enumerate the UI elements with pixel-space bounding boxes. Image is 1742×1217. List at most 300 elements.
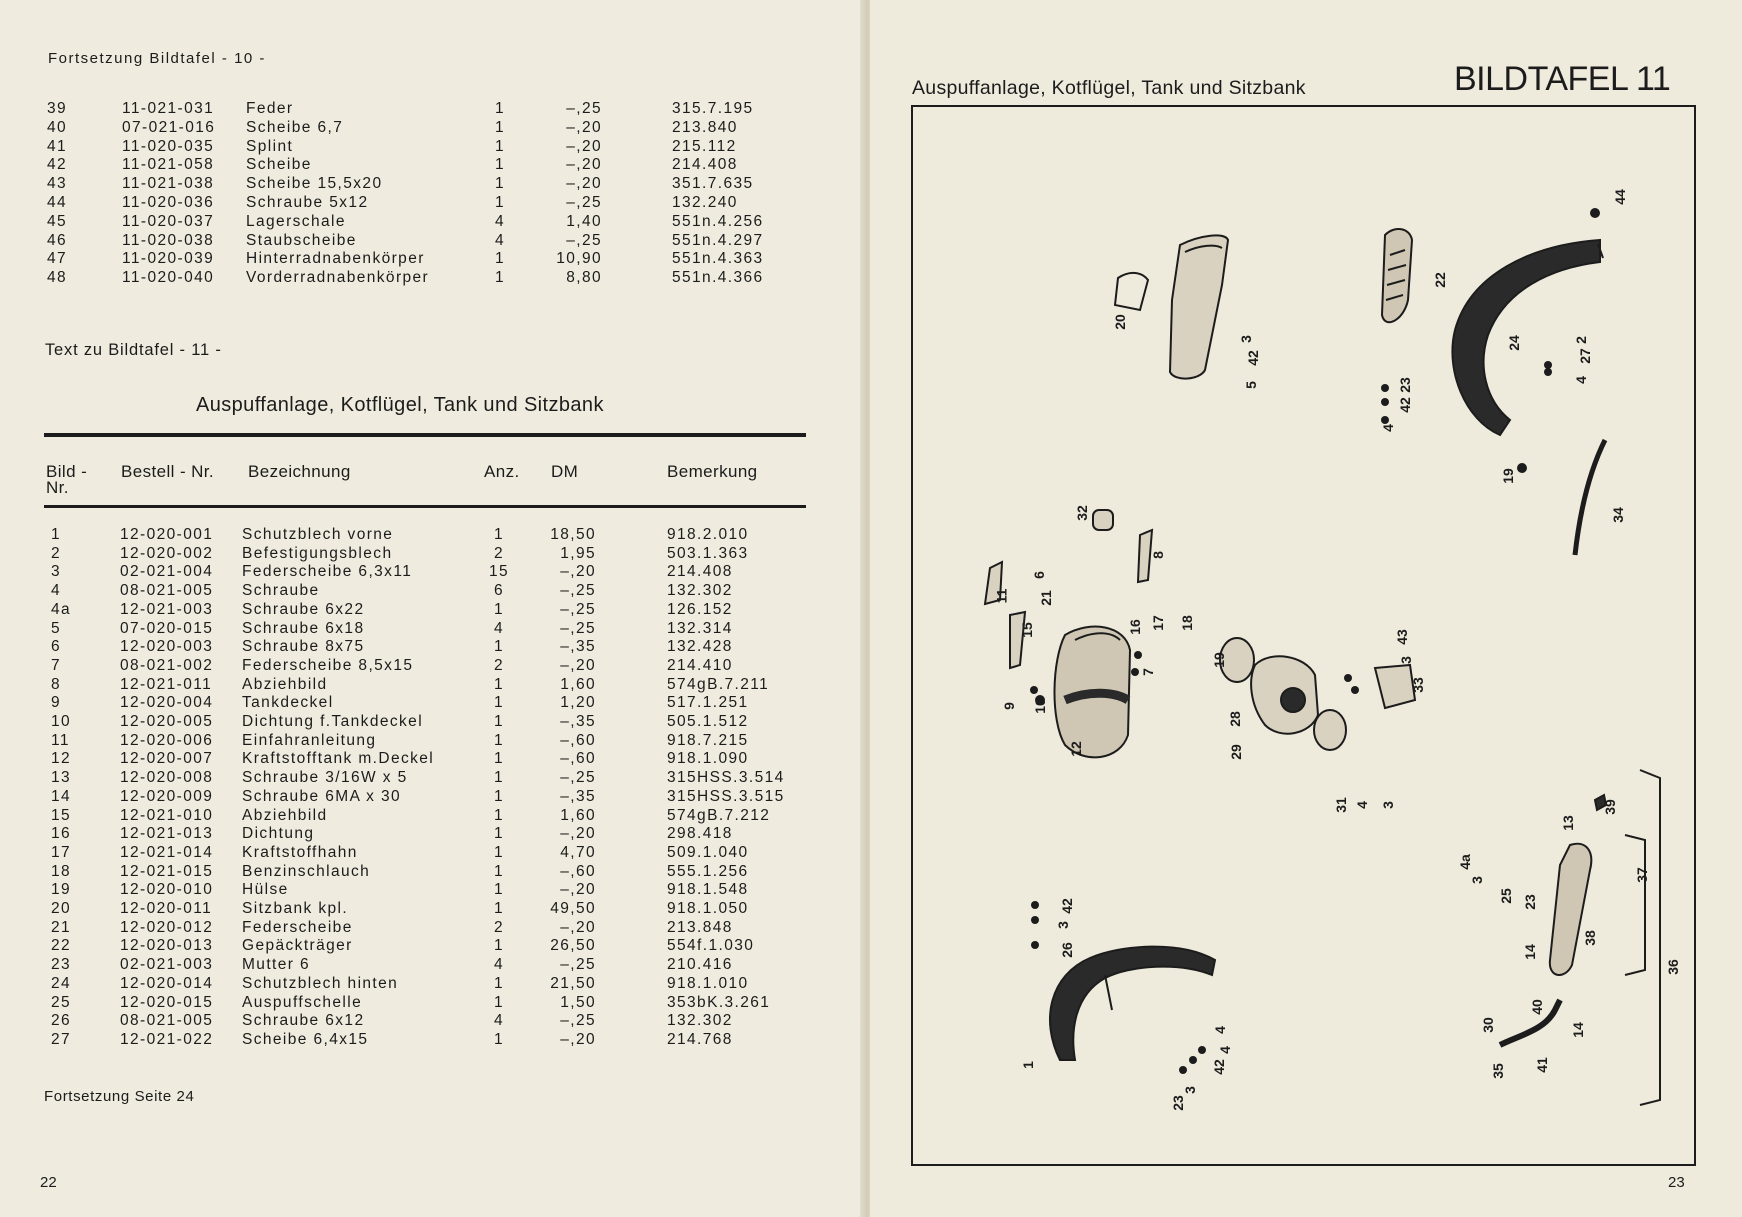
callout-number: 44 bbox=[1611, 189, 1628, 205]
callout-number: 27 bbox=[1576, 348, 1593, 364]
cell-nr: 40 bbox=[47, 118, 68, 136]
callout-number: 23 bbox=[1169, 1095, 1186, 1111]
cell-nr: 15 bbox=[51, 806, 72, 824]
cell-nr: 47 bbox=[47, 250, 68, 268]
cell-nr: 4a bbox=[51, 600, 72, 618]
cell-bm: 214.768 bbox=[667, 1030, 733, 1048]
callout-number: 25 bbox=[1497, 888, 1514, 904]
cell-bz: Federscheibe bbox=[242, 918, 353, 936]
cell-bm: 551n.4.366 bbox=[672, 269, 764, 287]
cell-nr: 11 bbox=[51, 731, 70, 749]
cell-bz: Einfahranleitung bbox=[242, 731, 377, 749]
cell-bn: 12-020-013 bbox=[120, 937, 214, 955]
plate-title: BILDTAFEL 11 bbox=[1454, 60, 1671, 98]
cell-bn: 12-020-010 bbox=[120, 881, 214, 899]
callout-number: 30 bbox=[1479, 1017, 1496, 1033]
cell-an: 1 bbox=[493, 787, 505, 805]
cell-bm: 574gB.7.211 bbox=[667, 675, 770, 693]
cell-bm: 918.1.050 bbox=[667, 900, 749, 917]
cell-nr: 24 bbox=[51, 974, 72, 992]
callout-number: 35 bbox=[1489, 1063, 1506, 1079]
cell-an: 1 bbox=[493, 731, 505, 749]
cell-bz: Feder bbox=[246, 100, 294, 117]
cell-dm: 26,50 bbox=[550, 937, 596, 955]
cell-dm: –,60 bbox=[560, 750, 596, 768]
cell-dm: –,25 bbox=[560, 619, 596, 637]
cell-bn: 11-021-038 bbox=[122, 175, 215, 193]
seat-part bbox=[1115, 235, 1228, 378]
cell-dm: –,35 bbox=[560, 638, 596, 656]
cell-nr: 44 bbox=[47, 194, 68, 211]
cell-dm: –,25 bbox=[560, 1012, 596, 1030]
cell-nr: 27 bbox=[51, 1030, 72, 1048]
decal-15-part bbox=[1010, 612, 1025, 668]
cell-bm: 132.302 bbox=[667, 1012, 733, 1030]
cell-an: 4 bbox=[493, 619, 505, 637]
cell-bn: 12-020-007 bbox=[120, 750, 214, 768]
group-bracket-37 bbox=[1625, 835, 1645, 975]
cell-bn: 08-021-005 bbox=[120, 582, 214, 600]
cell-nr: 48 bbox=[47, 269, 68, 287]
callout-number: 20 bbox=[1111, 314, 1128, 330]
cell-dm: –,60 bbox=[560, 731, 596, 749]
cell-an: 1 bbox=[493, 937, 505, 955]
cell-bz: Schraube 8x75 bbox=[242, 638, 365, 656]
cell-bm: 503.1.363 bbox=[667, 544, 749, 562]
cell-bn: 12-021-015 bbox=[120, 862, 214, 880]
cell-an: 2 bbox=[493, 656, 505, 674]
col-dm: DM bbox=[551, 462, 579, 481]
callout-number: 3 bbox=[1397, 656, 1414, 664]
cell-an: 1 bbox=[493, 881, 505, 899]
cell-bm: 551n.4.363 bbox=[672, 250, 764, 268]
callout-number: 3 bbox=[1379, 801, 1396, 809]
callout-number: 4 bbox=[1216, 1046, 1233, 1054]
callout-number: 9 bbox=[1000, 702, 1017, 710]
cell-dm: –,20 bbox=[566, 137, 602, 155]
headlight-housing-part bbox=[1251, 656, 1318, 733]
cell-bz: Sitzbank kpl. bbox=[242, 900, 349, 917]
callout-number: 4a bbox=[1456, 854, 1473, 870]
callout-number: 22 bbox=[1431, 272, 1448, 288]
cell-an: 1 bbox=[493, 769, 505, 787]
cell-bz: Abziehbild bbox=[242, 675, 328, 693]
cell-bn: 11-020-039 bbox=[122, 250, 215, 268]
callout-number: 4 bbox=[1353, 801, 1370, 809]
cell-dm: –,20 bbox=[560, 656, 596, 674]
cell-an: 4 bbox=[493, 1012, 505, 1030]
callout-number: 43 bbox=[1393, 629, 1410, 645]
cell-bz: Schraube 6x22 bbox=[242, 600, 365, 618]
cell-bz: Schraube bbox=[242, 582, 320, 600]
cell-an: 1 bbox=[493, 750, 505, 768]
col-bild-nr: Nr. bbox=[46, 478, 69, 497]
cell-nr: 25 bbox=[51, 993, 72, 1011]
cell-an: 1 bbox=[493, 526, 505, 543]
cell-an: 4 bbox=[494, 231, 506, 249]
cell-bz: Splint bbox=[246, 137, 294, 155]
cell-an: 1 bbox=[493, 825, 505, 843]
cell-an: 6 bbox=[493, 582, 505, 600]
text-label: Text zu Bildtafel - 11 - bbox=[45, 341, 222, 359]
cell-an: 1 bbox=[493, 675, 505, 693]
cell-an: 1 bbox=[494, 194, 506, 211]
callout-number: 3 bbox=[1468, 876, 1485, 884]
cell-bz: Scheibe 15,5x20 bbox=[246, 175, 383, 193]
cell-bm: 918.2.010 bbox=[667, 526, 749, 543]
callout-number: 15 bbox=[1018, 622, 1035, 638]
callout-number: 10 bbox=[1031, 698, 1048, 714]
cell-bn: 07-020-015 bbox=[120, 619, 214, 637]
trim-strip-part bbox=[1575, 440, 1605, 555]
callout-number: 2 bbox=[1572, 336, 1589, 344]
luggage-carrier-part bbox=[1382, 229, 1412, 322]
cell-bm: 214.408 bbox=[672, 156, 738, 174]
cell-nr: 20 bbox=[51, 900, 72, 917]
cell-bz: Lagerschale bbox=[246, 212, 346, 230]
cell-bn: 08-021-002 bbox=[120, 656, 214, 674]
cell-bz: Schutzblech vorne bbox=[242, 526, 394, 543]
cell-nr: 42 bbox=[47, 156, 68, 174]
cell-bm: 551n.4.297 bbox=[672, 231, 764, 249]
cell-an: 1 bbox=[494, 137, 506, 155]
callout-number: 5 bbox=[1242, 381, 1259, 389]
cell-bz: Schraube 6x12 bbox=[242, 1012, 365, 1030]
cell-nr: 4 bbox=[51, 582, 62, 600]
cell-bn: 12-020-003 bbox=[120, 638, 214, 656]
cell-bm: 132.314 bbox=[667, 619, 733, 637]
cell-dm: –,20 bbox=[566, 175, 602, 193]
cell-nr: 3 bbox=[51, 563, 62, 581]
cell-dm: –,25 bbox=[560, 769, 596, 787]
cell-dm: 18,50 bbox=[550, 526, 596, 543]
cell-nr: 17 bbox=[51, 843, 72, 861]
footer-note: Fortsetzung Seite 24 bbox=[44, 1088, 195, 1105]
cell-an: 2 bbox=[493, 544, 505, 562]
cell-bz: Federscheibe 6,3x11 bbox=[242, 563, 413, 581]
cell-bz: Scheibe 6,7 bbox=[246, 118, 344, 136]
callout-number: 14 bbox=[1569, 1022, 1586, 1038]
callout-number: 13 bbox=[1559, 815, 1576, 831]
callout-number: 23 bbox=[1521, 894, 1538, 910]
callout-number: 3 bbox=[1054, 921, 1071, 929]
cell-dm: –,60 bbox=[560, 862, 596, 880]
cell-bn: 12-020-005 bbox=[120, 713, 214, 730]
tank-cap-part bbox=[1093, 510, 1113, 530]
cell-an: 1 bbox=[493, 694, 505, 712]
cell-dm: –,20 bbox=[566, 118, 602, 136]
cell-dm: 21,50 bbox=[550, 974, 596, 992]
callout-number: 26 bbox=[1058, 942, 1075, 958]
cell-bz: Schraube 5x12 bbox=[246, 194, 369, 211]
cell-nr: 43 bbox=[47, 175, 68, 193]
cell-bz: Staubscheibe bbox=[246, 231, 357, 249]
cell-dm: 1,50 bbox=[560, 993, 596, 1011]
cell-dm: 8,80 bbox=[566, 269, 602, 287]
cell-bm: 215.112 bbox=[672, 137, 737, 155]
cell-bm: 555.1.256 bbox=[667, 862, 749, 880]
callout-number: 12 bbox=[1067, 741, 1084, 757]
cell-nr: 6 bbox=[51, 638, 62, 656]
cell-bz: Auspuffschelle bbox=[242, 993, 363, 1011]
cell-bz: Kraftstofftank m.Deckel bbox=[242, 750, 435, 768]
cell-bm: 554f.1.030 bbox=[667, 937, 755, 955]
cell-bz: Federscheibe 8,5x15 bbox=[242, 656, 414, 674]
page-number-left: 22 bbox=[40, 1174, 57, 1191]
cell-bm: 126.152 bbox=[667, 600, 733, 618]
cell-dm: –,20 bbox=[560, 918, 596, 936]
col-bezeichnung: Bezeichnung bbox=[248, 462, 351, 481]
cell-nr: 23 bbox=[51, 956, 72, 974]
callout-number: 6 bbox=[1030, 571, 1047, 579]
cell-bn: 12-021-011 bbox=[120, 675, 213, 693]
callout-number: 37 bbox=[1633, 867, 1650, 883]
cell-nr: 18 bbox=[51, 862, 72, 880]
cell-dm: –,25 bbox=[566, 100, 602, 117]
cell-nr: 45 bbox=[47, 212, 68, 230]
cell-bm: 918.1.010 bbox=[667, 974, 749, 992]
callout-number: 39 bbox=[1601, 799, 1618, 815]
page-number-right: 23 bbox=[1668, 1174, 1685, 1191]
group-bracket-36 bbox=[1640, 770, 1660, 1105]
cell-bz: Schraube 6MA x 30 bbox=[242, 787, 402, 805]
cell-bz: Schraube 3/16W x 5 bbox=[242, 769, 408, 787]
callout-number: 42 bbox=[1210, 1059, 1227, 1075]
cell-an: 15 bbox=[488, 563, 510, 581]
callout-number: 23 bbox=[1396, 377, 1413, 393]
cell-bn: 11-020-040 bbox=[122, 269, 215, 287]
callout-number: 4 bbox=[1379, 424, 1396, 432]
cell-bz: Dichtung bbox=[242, 825, 315, 843]
callout-number: 3 bbox=[1181, 1086, 1198, 1094]
cell-bn: 12-021-010 bbox=[120, 806, 214, 824]
cell-nr: 12 bbox=[51, 750, 72, 768]
callout-number: 31 bbox=[1332, 797, 1349, 813]
cell-bn: 12-020-012 bbox=[120, 918, 214, 936]
callout-number: 18 bbox=[1178, 615, 1195, 631]
cell-bz: Dichtung f.Tankdeckel bbox=[242, 713, 424, 730]
col-anz: Anz. bbox=[484, 462, 520, 481]
cell-bn: 12-020-014 bbox=[120, 974, 214, 992]
cell-bn: 07-021-016 bbox=[122, 118, 216, 136]
cell-bn: 11-020-038 bbox=[122, 231, 215, 249]
cell-bm: 918.7.215 bbox=[667, 731, 749, 749]
cell-bm: 213.840 bbox=[672, 118, 738, 136]
cell-bm: 298.418 bbox=[667, 825, 733, 843]
callout-number: 16 bbox=[1126, 619, 1143, 635]
cell-an: 1 bbox=[493, 600, 505, 618]
cell-nr: 9 bbox=[51, 694, 62, 712]
cell-bm: 315.7.195 bbox=[672, 100, 754, 117]
section-title: Auspuffanlage, Kotflügel, Tank und Sitzbank bbox=[196, 394, 604, 416]
cell-dm: –,25 bbox=[560, 582, 596, 600]
cell-nr: 19 bbox=[51, 881, 72, 899]
callout-number: 32 bbox=[1073, 505, 1090, 521]
cell-dm: –,25 bbox=[560, 600, 596, 618]
cell-bz: Schutzblech hinten bbox=[242, 974, 399, 992]
fuel-tank-part bbox=[1054, 627, 1130, 758]
cell-bn: 08-021-005 bbox=[120, 1012, 214, 1030]
screw-44 bbox=[1590, 208, 1600, 218]
cell-bn: 12-020-015 bbox=[120, 993, 214, 1011]
callout-number: 42 bbox=[1244, 350, 1261, 366]
cell-bm: 509.1.040 bbox=[667, 843, 749, 861]
cell-bm: 551n.4.256 bbox=[672, 212, 764, 230]
cell-nr: 39 bbox=[47, 100, 68, 117]
cell-dm: –,20 bbox=[560, 563, 596, 581]
cell-bn: 12-020-001 bbox=[120, 526, 214, 543]
cell-nr: 10 bbox=[51, 713, 72, 730]
cell-nr: 21 bbox=[51, 918, 72, 936]
cell-an: 1 bbox=[494, 250, 506, 268]
cell-dm: 4,70 bbox=[560, 843, 596, 861]
cell-bm: 214.410 bbox=[667, 656, 733, 674]
cell-bz: Scheibe bbox=[246, 156, 312, 174]
callout-number: 24 bbox=[1505, 335, 1522, 351]
front-fender-part bbox=[1050, 947, 1215, 1060]
callout-number: 33 bbox=[1409, 677, 1426, 693]
cell-bm: 918.1.548 bbox=[667, 881, 749, 899]
cell-an: 1 bbox=[493, 713, 505, 730]
cell-bm: 315HSS.3.514 bbox=[667, 769, 785, 787]
callout-number: 3 bbox=[1237, 335, 1254, 343]
cell-bm: 574gB.7.212 bbox=[667, 806, 771, 824]
cell-bn: 02-021-003 bbox=[120, 956, 214, 974]
cell-bn: 12-021-013 bbox=[120, 825, 214, 843]
exhaust-muffler-part bbox=[1550, 795, 1606, 975]
cell-an: 2 bbox=[493, 918, 505, 936]
callout-number: 29 bbox=[1227, 744, 1244, 760]
cell-bm: 351.7.635 bbox=[672, 175, 754, 193]
cell-bz: Tankdeckel bbox=[242, 694, 334, 712]
cell-bz: Benzinschlauch bbox=[242, 862, 371, 880]
cell-bn: 12-020-009 bbox=[120, 787, 214, 805]
cell-nr: 22 bbox=[51, 937, 72, 955]
cell-bn: 11-020-035 bbox=[122, 137, 215, 155]
cell-nr: 41 bbox=[47, 137, 68, 155]
cell-bn: 12-020-004 bbox=[120, 694, 214, 712]
cell-bz: Gepäckträger bbox=[242, 937, 353, 955]
callout-number: 40 bbox=[1528, 999, 1545, 1015]
cell-an: 4 bbox=[493, 956, 505, 974]
col-bild: Bild - bbox=[46, 462, 88, 481]
cell-bm: 214.408 bbox=[667, 563, 733, 581]
cell-bz: Hülse bbox=[242, 881, 289, 899]
callout-number: 19 bbox=[1210, 652, 1227, 668]
callout-number: 4 bbox=[1211, 1026, 1228, 1034]
cell-nr: 14 bbox=[51, 787, 72, 805]
cell-bm: 210.416 bbox=[667, 956, 733, 974]
cell-bn: 11-020-036 bbox=[122, 194, 215, 211]
cell-bm: 353bK.3.261 bbox=[667, 993, 771, 1011]
cell-an: 1 bbox=[494, 269, 506, 287]
cell-nr: 2 bbox=[51, 544, 62, 562]
callout-number: 8 bbox=[1149, 551, 1166, 559]
cell-bm: 918.1.090 bbox=[667, 750, 749, 768]
cell-dm: –,20 bbox=[566, 156, 602, 174]
cell-bn: 12-021-003 bbox=[120, 600, 214, 618]
cell-an: 1 bbox=[494, 175, 506, 193]
col-bemerkung: Bemerkung bbox=[667, 462, 758, 481]
cell-bn: 11-020-037 bbox=[122, 212, 215, 230]
cell-nr: 46 bbox=[47, 231, 68, 249]
callout-number: 42 bbox=[1058, 898, 1075, 914]
cell-dm: –,25 bbox=[560, 956, 596, 974]
cell-bm: 505.1.512 bbox=[667, 713, 749, 730]
cell-dm: –,20 bbox=[560, 881, 596, 899]
cell-dm: 1,60 bbox=[560, 675, 596, 693]
cell-bz: Scheibe 6,4x15 bbox=[242, 1030, 369, 1048]
callout-number: 42 bbox=[1396, 397, 1413, 413]
cell-dm: –,35 bbox=[560, 787, 596, 805]
cell-bz: Abziehbild bbox=[242, 806, 328, 824]
cell-bm: 213.848 bbox=[667, 918, 733, 936]
cell-an: 1 bbox=[494, 100, 506, 117]
cell-bm: 315HSS.3.515 bbox=[667, 787, 785, 805]
cell-an: 1 bbox=[493, 638, 505, 656]
cell-an: 4 bbox=[494, 212, 506, 230]
cell-bm: 517.1.251 bbox=[667, 694, 749, 712]
cell-an: 1 bbox=[493, 806, 505, 824]
cell-dm: 1,20 bbox=[560, 694, 596, 712]
cell-bz: Befestigungsblech bbox=[242, 544, 393, 562]
cell-bm: 132.302 bbox=[667, 582, 733, 600]
cell-dm: –,20 bbox=[560, 1030, 596, 1048]
cell-dm: –,25 bbox=[566, 194, 602, 211]
callout-number: 34 bbox=[1609, 507, 1626, 523]
cell-nr: 26 bbox=[51, 1012, 72, 1030]
cell-bz: Kraftstoffhahn bbox=[242, 843, 358, 861]
cell-dm: 10,90 bbox=[556, 250, 602, 268]
cell-dm: –,20 bbox=[560, 825, 596, 843]
callout-number: 17 bbox=[1149, 615, 1166, 631]
cell-bn: 12-021-022 bbox=[120, 1030, 214, 1048]
cell-bz: Vorderradnabenkörper bbox=[246, 269, 430, 287]
cell-dm: 1,40 bbox=[566, 212, 602, 230]
cell-nr: 8 bbox=[51, 675, 62, 693]
callout-number: 28 bbox=[1226, 711, 1243, 727]
callout-number: 1 bbox=[1019, 1061, 1036, 1069]
continuation-header: Fortsetzung Bildtafel - 10 - bbox=[48, 50, 266, 67]
cell-bn: 11-021-058 bbox=[122, 156, 215, 174]
callout-number: 14 bbox=[1521, 944, 1538, 960]
cell-an: 1 bbox=[493, 843, 505, 861]
cell-bm: 132.240 bbox=[672, 194, 738, 211]
cell-an: 1 bbox=[493, 993, 505, 1011]
cell-bn: 12-020-008 bbox=[120, 769, 214, 787]
cell-bn: 02-021-004 bbox=[120, 563, 214, 581]
cell-nr: 1 bbox=[51, 526, 62, 543]
cell-bn: 12-020-006 bbox=[120, 731, 214, 749]
cell-an: 1 bbox=[493, 974, 505, 992]
cell-dm: –,35 bbox=[560, 713, 596, 730]
cell-bn: 12-020-002 bbox=[120, 544, 214, 562]
col-bestell: Bestell - Nr. bbox=[121, 462, 215, 481]
cell-bz: Hinterradnabenkörper bbox=[246, 250, 425, 268]
cell-an: 1 bbox=[493, 1030, 505, 1048]
cell-an: 1 bbox=[493, 862, 505, 880]
callout-number: 7 bbox=[1139, 668, 1156, 676]
cell-nr: 7 bbox=[51, 656, 62, 674]
cell-bn: 12-021-014 bbox=[120, 843, 214, 861]
cell-bn: 11-021-031 bbox=[122, 100, 215, 117]
cell-dm: 1,95 bbox=[560, 544, 596, 562]
cap-part bbox=[1314, 710, 1346, 750]
callout-number: 41 bbox=[1533, 1057, 1550, 1073]
cell-dm: 1,60 bbox=[560, 806, 596, 824]
cell-nr: 5 bbox=[51, 619, 62, 637]
cell-bm: 132.428 bbox=[667, 638, 733, 656]
